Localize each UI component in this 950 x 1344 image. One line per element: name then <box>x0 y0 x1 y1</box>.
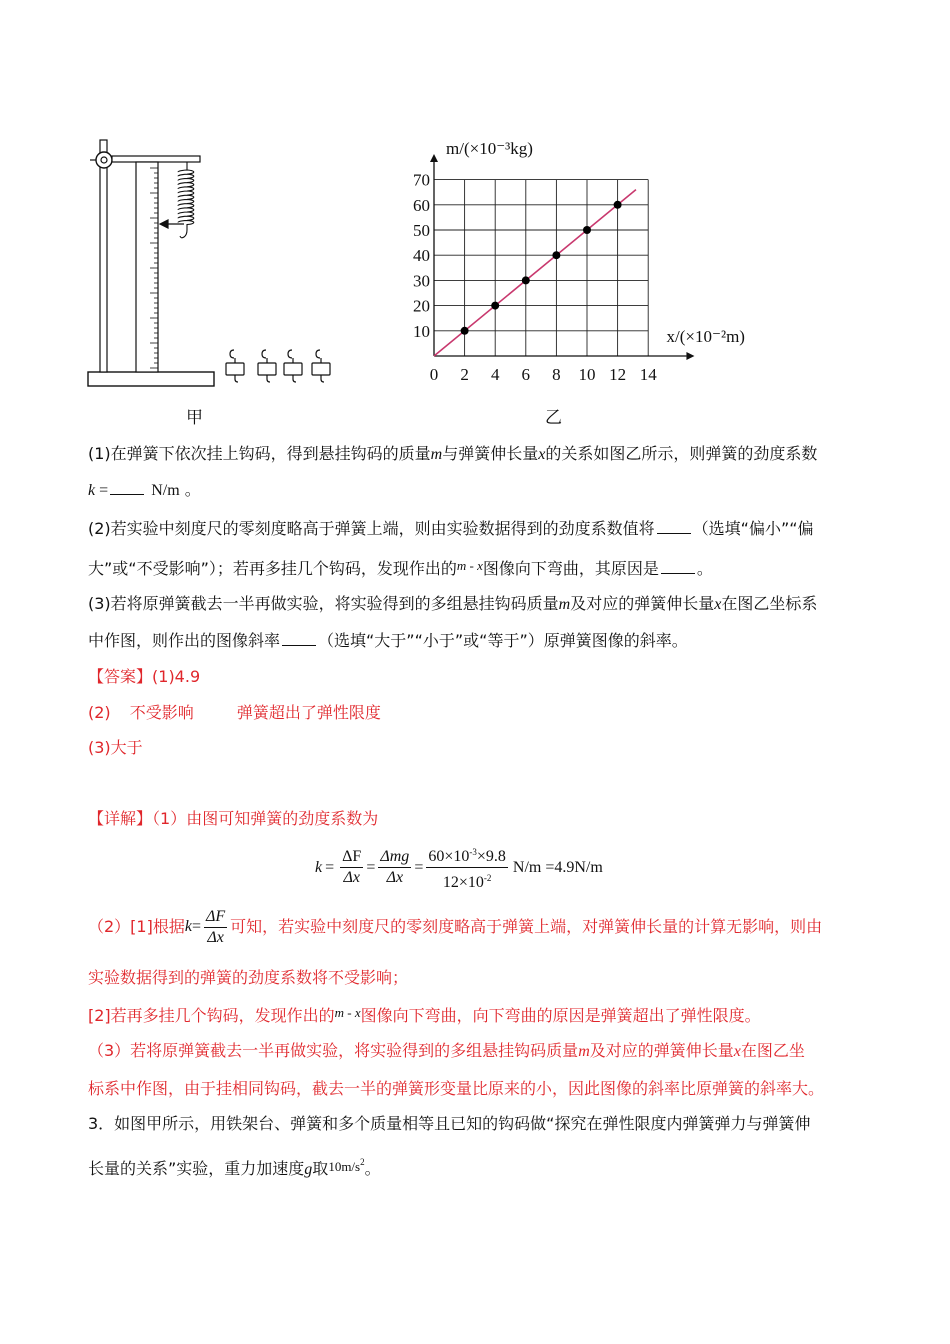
next-question-l2-a: 长量的关系”实验，重力加速度 <box>88 1159 305 1178</box>
answer-line-2 <box>88 703 381 723</box>
x-tick-label: 0 <box>429 365 439 384</box>
data-point <box>552 251 560 259</box>
x-tick-label: 14 <box>639 365 657 384</box>
explanation-p4-c: 在图乙坐 <box>740 1041 805 1060</box>
answer-1: (1)4.9 <box>152 667 201 686</box>
q1-var-x: x <box>538 446 546 463</box>
q2-var: m - x <box>456 558 483 573</box>
q1-text-a: (1)在弹簧下依次挂上钩码，得到悬挂钩码的质量 <box>88 444 431 463</box>
data-point <box>583 226 591 234</box>
q3-text-e: （选填“大于”“小于”或“等于”）原弹簧图像的斜率。 <box>318 631 688 650</box>
q2-text-b: （选填“偏小”“偏 <box>692 519 814 538</box>
hook-weight <box>284 350 302 382</box>
explanation-line-1 <box>88 809 378 829</box>
stand-base <box>88 372 214 386</box>
q1-end: 。 <box>184 480 201 499</box>
hook-weights <box>226 350 330 382</box>
next-question-line-2 <box>88 1152 381 1180</box>
question-1-line-2 <box>88 480 201 501</box>
q3-text-d: 中作图，则作出的图像斜率 <box>88 631 281 650</box>
x-tick-label: 6 <box>521 365 531 384</box>
explanation-p2-b: 可知，若实验中刻度尺的零刻度略高于弹簧上端，对弹簧伸长量的计算无影响，则由 <box>230 917 823 936</box>
answer-3: (3)大于 <box>88 738 143 757</box>
apparatus-figure <box>80 130 360 395</box>
y-tick-label: 20 <box>413 296 430 316</box>
explanation-p4-m: m <box>578 1043 590 1060</box>
y-tick-label: 10 <box>413 321 430 341</box>
hook-weight <box>258 350 276 382</box>
formula-eq-1: = <box>325 858 335 876</box>
explanation-line-4 <box>88 1003 761 1026</box>
q1-eq: = <box>95 482 109 499</box>
q3-text-a: (3)若将原弹簧截去一半再做实验，将实验得到的多组悬挂钩码质量 <box>88 594 559 613</box>
explanation-p2-c: 实验数据得到的弹簧的劲度系数将不受影响； <box>88 968 409 987</box>
graph-caption: 乙 <box>545 408 562 427</box>
answer-2-num: (2) <box>88 703 111 722</box>
x-tick-label: 2 <box>460 365 469 384</box>
question-3-line-2 <box>88 631 688 651</box>
data-point <box>522 276 530 284</box>
x-tick-label: 8 <box>552 365 561 384</box>
formula-fraction-1: $\frac{\Delta F}{\Delta x}$ <box>342 848 362 886</box>
q1-var-m: m <box>430 446 443 463</box>
explanation-p4-a: （3）若将原弹簧截去一半再做实验，将实验得到的多组悬挂钩码质量 <box>88 1041 579 1060</box>
explanation-label: 【详解】 <box>88 809 153 828</box>
explanation-p4-d: 标系中作图，由于挂相同钩码，截去一半的弹簧形变量比原来的小，因此图像的斜率比原弹簧的斜率大。 <box>88 1079 825 1098</box>
mass-extension-graph <box>400 140 770 390</box>
answer-line-3 <box>88 738 143 758</box>
question-2-line-1 <box>88 519 814 539</box>
explanation-p1: （1）由图可知弹簧的劲度系数为 <box>152 809 379 828</box>
y-tick-label: 50 <box>413 221 430 240</box>
explanation-p3-var: m - x <box>334 1005 361 1020</box>
explanation-line-2 <box>88 906 822 948</box>
hook-weight <box>226 350 244 382</box>
next-question-line-1 <box>88 1114 810 1134</box>
q3-text-c: 在图乙坐标系 <box>721 594 818 613</box>
q1-text-c: 的关系如图乙所示，则弹簧的劲度系数 <box>545 444 818 463</box>
y-tick-label: 30 <box>413 271 430 291</box>
q1-text-b: 与弹簧伸长量 <box>442 444 539 463</box>
q2-text-d: 图像向下弯曲，其原因是 <box>482 559 659 578</box>
q3-text-b: 及对应的弹簧伸长量 <box>570 594 715 613</box>
ruler <box>136 162 158 372</box>
explanation-p2-fraction: $\frac{\Delta F}{\Delta x}$ <box>206 907 226 946</box>
data-point <box>491 302 499 310</box>
stand-arm <box>112 156 200 162</box>
formula-eq-2: = <box>366 858 376 876</box>
apparatus-caption: 甲 <box>186 408 203 427</box>
next-question-end: 。 <box>364 1159 381 1178</box>
x-axis-label: x/(×10⁻²m) <box>666 327 745 346</box>
explanation-p2-a: （2）[1]根据 <box>88 917 185 936</box>
y-tick-label: 60 <box>413 195 430 215</box>
formula-k: k <box>315 858 323 876</box>
answer-label: 【答案】 <box>88 667 153 686</box>
x-axis-arrow <box>686 352 694 360</box>
explanation-p2-eq: = <box>191 918 201 935</box>
formula-result: N/m =4.9N/m <box>512 858 603 876</box>
data-point <box>614 201 622 209</box>
explanation-p4-x: x <box>733 1043 741 1060</box>
question-2-line-2 <box>88 556 713 579</box>
q2-answer-blank-2[interactable] <box>661 559 695 574</box>
q2-text-a: (2)若实验中刻度尺的零刻度略高于弹簧上端，则由实验数据得到的劲度系数值将 <box>88 519 655 538</box>
q2-answer-blank-1[interactable] <box>657 519 691 534</box>
explanation-p3-b: 图像向下弯曲，向下弯曲的原因是弹簧超出了弹性限度。 <box>360 1006 761 1025</box>
explanation-line-6 <box>88 1079 824 1099</box>
q1-answer-blank[interactable] <box>110 480 144 495</box>
q3-var-x: x <box>714 596 722 613</box>
next-question-g-value: $10m/s^2$ <box>328 1157 365 1174</box>
answer-line-1 <box>88 667 200 687</box>
y-axis-arrow <box>430 154 438 162</box>
formula-fraction-2: $\frac{\text{Δmg}}{\Delta x}$ <box>380 848 410 886</box>
q3-answer-blank[interactable] <box>282 631 316 646</box>
answer-2-part-1: 不受影响 <box>129 703 194 722</box>
explanation-line-5 <box>88 1041 805 1062</box>
y-tick-label: 40 <box>413 246 430 266</box>
formula-eq-3: = <box>414 858 424 876</box>
y-tick-label: 70 <box>413 170 430 190</box>
x-tick-label: 10 <box>578 365 596 384</box>
question-1-line-1 <box>88 444 817 465</box>
spring-constant-formula <box>315 842 603 893</box>
answer-2-part-2: 弹簧超出了弹性限度 <box>236 703 381 722</box>
q1-k: k <box>88 482 96 499</box>
explanation-p4-b: 及对应的弹簧伸长量 <box>589 1041 734 1060</box>
x-tick-label: 12 <box>609 365 627 384</box>
y-axis-label: m/(×10⁻³kg) <box>446 140 533 158</box>
q2-end: 。 <box>696 559 713 578</box>
q1-unit: N/m <box>151 482 180 499</box>
stand-pole <box>100 140 107 372</box>
x-tick-label: 4 <box>490 365 500 384</box>
q2-text-c: 大”或“不受影响”）；若再多挂几个钩码，发现作出的 <box>88 559 457 578</box>
formula-fraction-3: $\frac{60\times 10^{-3}\times 9.8}{12\times 10^{-2}}$ <box>426 842 508 893</box>
next-question-l1: 3．如图甲所示，用铁架台、弹簧和多个质量相等且已知的钩码做“探究在弹性限度内弹簧弹力与弹簧伸 <box>88 1114 811 1133</box>
explanation-p2-k: k <box>184 918 192 935</box>
next-question-g: g <box>304 1161 313 1178</box>
explanation-line-3 <box>88 968 408 988</box>
spring <box>178 162 194 238</box>
data-point <box>461 327 469 335</box>
hook-weight <box>312 350 330 382</box>
explanation-p3-a: [2]若再多挂几个钩码，发现作出的 <box>88 1006 335 1025</box>
next-question-l2-b: 取 <box>312 1159 329 1178</box>
question-3-line-1 <box>88 594 817 615</box>
q3-var-m: m <box>558 596 571 613</box>
